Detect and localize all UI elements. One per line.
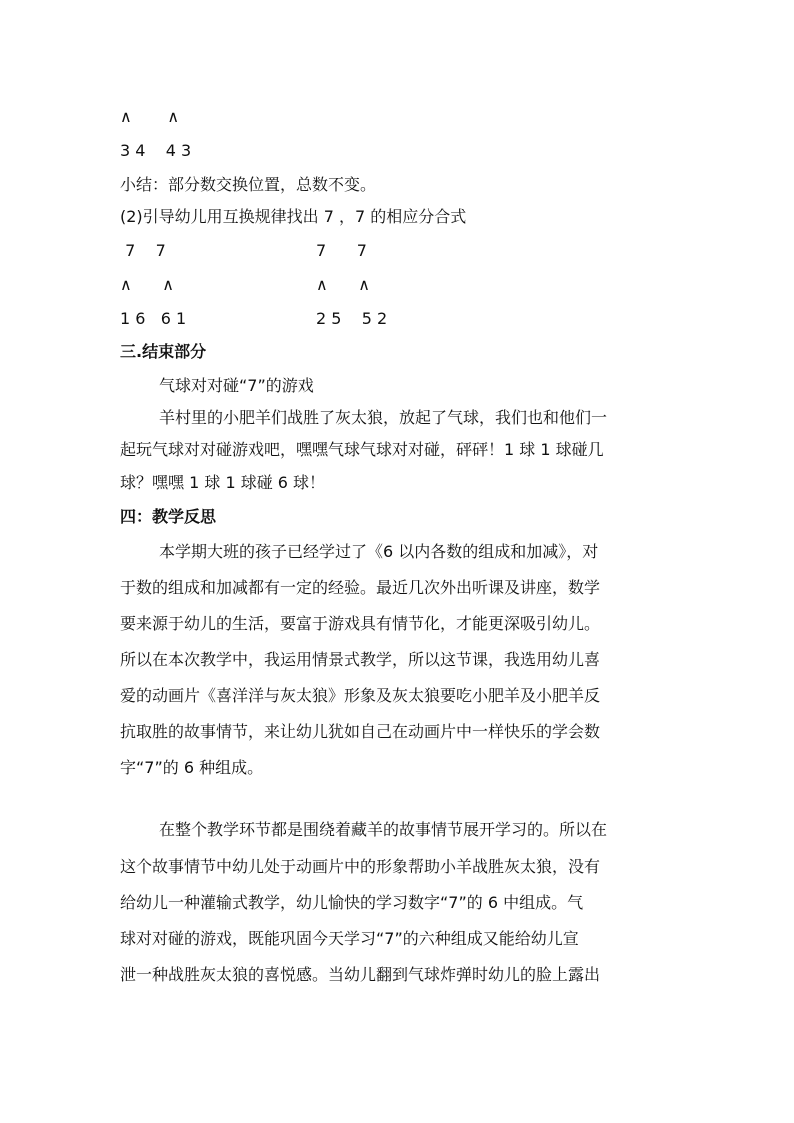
reflection-paragraph-line: 要来源于幼儿的生活，要富于游戏具有情节化，才能更深吸引幼儿。 [120,614,601,633]
reflection-paragraph-line: 于数的组成和加减都有一定的经验。最近几次外出听课及讲座，数学 [120,578,601,597]
section4-heading: 四：教学反思 [120,507,217,526]
reflection-paragraph-line: 抗取胜的故事情节，来让幼儿犹如自己在动画片中一样快乐的学会数 [120,722,601,741]
step2-text: (2)引导幼儿用互换规律找出 7 ，7 的相应分合式 [120,207,467,226]
summary-text: 小结：部分数交换位置，总数不变。 [120,175,377,194]
reflection-paragraph-line: 本学期大班的孩子已经学过了《6 以内各数的组成和加减》，对 [159,542,599,561]
reflection-paragraph-line: 泄一种战胜灰太狼的喜悦感。当幼儿翻到气球炸弹时幼儿的脸上露出 [120,965,601,984]
symbols-row-left: ∧ ∧ [120,275,174,294]
reflection-paragraph-line: 球对对碰的游戏，既能巩固今天学习“7”的六种组成又能给幼儿宣 [120,929,579,948]
section3-paragraph-line: 起玩气球对对碰游戏吧，嘿嘿气球气球对对碰，砰砰！1 球 1 球碰几 [120,440,604,459]
section3-paragraph-line: 球？嘿嘿 1 球 1 球碰 6 球！ [120,473,326,492]
reflection-paragraph-line: 给幼儿一种灌输式教学，幼儿愉快的学习数字“7”的 6 中组成。气 [120,893,584,912]
game-title: 气球对对碰“7”的游戏 [159,376,314,395]
decomposition-numbers-row: 3 4 4 3 [120,141,192,160]
sevens-row-right: 7 7 [316,241,367,260]
reflection-paragraph-line: 这个故事情节中幼儿处于动画片中的形象帮助小羊战胜灰太狼，没有 [120,857,601,876]
reflection-paragraph-line: 在整个教学环节都是围绕着藏羊的故事情节展开学习的。所以在 [159,820,608,839]
sevens-row-left: 7 7 [120,241,166,260]
symbols-row-right: ∧ ∧ [316,275,370,294]
section3-paragraph-line: 羊村里的小肥羊们战胜了灰太狼，放起了气球，我们也和他们一 [159,408,608,427]
decomposition-symbols-row: ∧ ∧ [120,107,180,126]
numbers-row-left: 1 6 6 1 [120,309,187,328]
numbers-row-right: 2 5 5 2 [316,309,388,328]
section3-heading: 三.结束部分 [120,342,207,361]
reflection-paragraph-line: 字“7”的 6 种组成。 [120,758,264,777]
reflection-paragraph-line: 所以在本次教学中，我运用情景式教学，所以这节课，我选用幼儿喜 [120,650,601,669]
reflection-paragraph-line: 爱的动画片《喜洋洋与灰太狼》形象及灰太狼要吃小肥羊及小肥羊反 [120,686,601,705]
